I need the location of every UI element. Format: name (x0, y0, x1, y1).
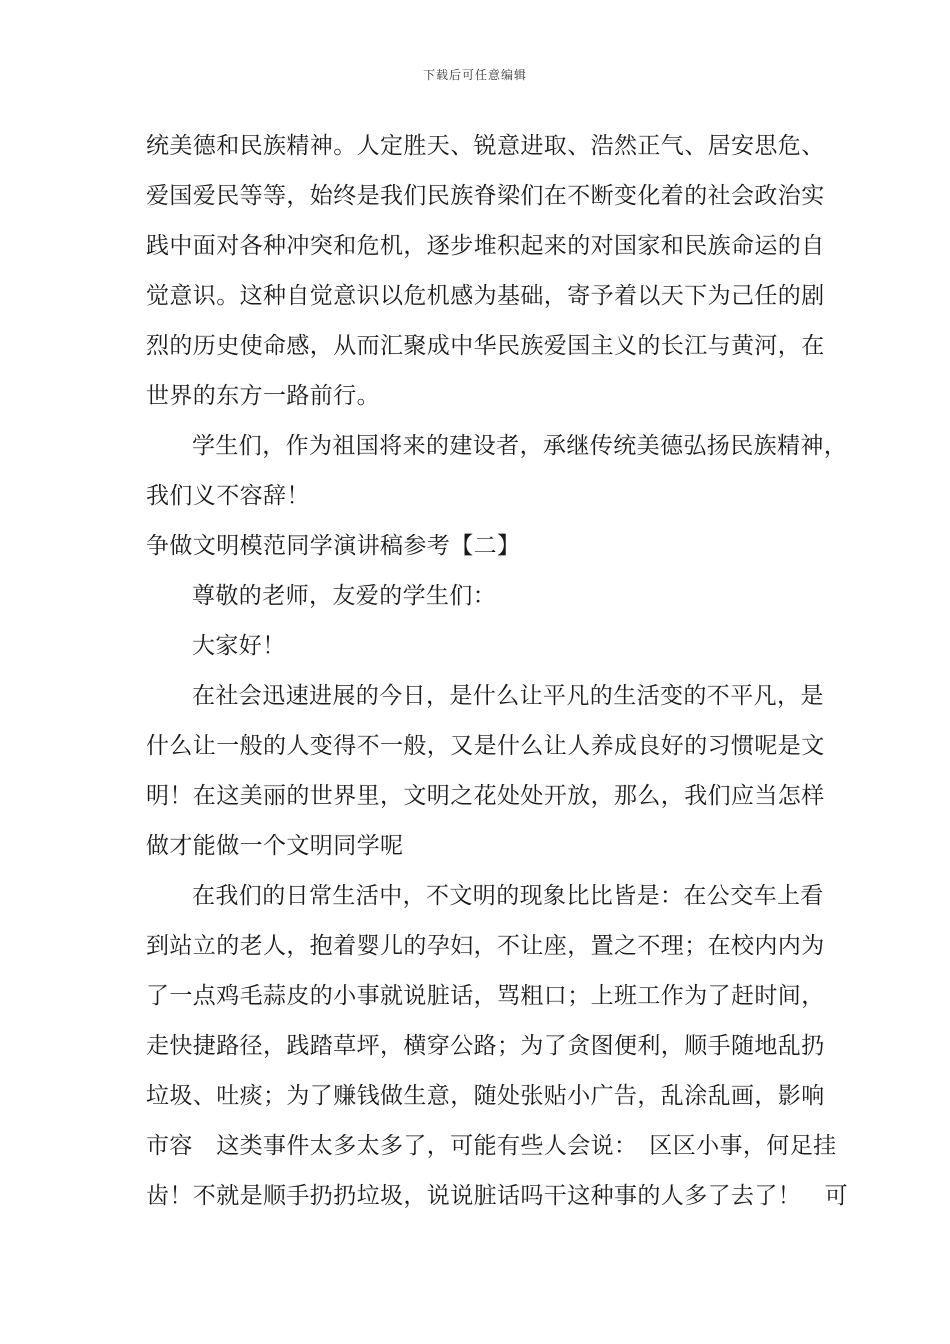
text-line: 我们义不容辞！ (146, 483, 310, 509)
text-line: 什么让一般的人变得不一般，又是什么让人养成良好的习惯呢是文 (146, 733, 825, 759)
greeting: 大家好！ (192, 633, 286, 659)
text-line: 践中面对各种冲突和危机，逐步堆积起来的对国家和民族命运的自 (146, 233, 825, 259)
text-line: 走快捷路径，践踏草坪，横穿公路；为了贪图便利，顺手随地乱扔 (146, 1033, 825, 1059)
text-line: 到站立的老人，抱着婴儿的孕妇，不让座，置之不理；在校内内为 (146, 933, 825, 959)
text-line: 做才能做一个文明同学呢 (146, 833, 404, 859)
paragraph-start: 学生们，作为祖国将来的建设者，承继传统美德弘扬民族精神， (192, 433, 848, 459)
text-line: 统美德和民族精神。人定胜天、锐意进取、浩然正气、居安思危、 (146, 133, 825, 159)
paragraph-start: 在社会迅速进展的今日，是什么让平凡的生活变的不平凡，是 (192, 683, 824, 709)
paragraph-start: 在我们的日常生活中，不文明的现象比比皆是：在公交车上看 (192, 883, 824, 909)
text-line: 爱国爱民等等，始终是我们民族脊梁们在不断变化着的社会政治实 (146, 183, 825, 209)
text-line: 烈的历史使命感，从而汇聚成中华民族爱国主义的长江与黄河，在 (146, 333, 825, 359)
text-line: 明！在这美丽的世界里，文明之花处处开放，那么，我们应当怎样 (146, 783, 825, 809)
salutation: 尊敬的老师，友爱的学生们： (192, 583, 497, 609)
text-line: 觉意识。这种自觉意识以危机感为基础，寄予着以天下为己任的剧 (146, 283, 825, 309)
section-title: 争做文明模范同学演讲稿参考【二】 (146, 533, 521, 559)
text-line: 垃圾、吐痰；为了赚钱做生意，随处张贴小广告，乱涂乱画，影响 (146, 1083, 825, 1109)
text-line: 了一点鸡毛蒜皮的小事就说脏话，骂粗口；上班工作为了赶时间， (146, 983, 825, 1009)
page-header: 下载后可任意编辑 (422, 68, 527, 82)
text-line: 市容 这类事件太多太多了，可能有些人会说： 区区小事，何足挂 (146, 1133, 837, 1159)
document-body (146, 128, 848, 1228)
text-line: 世界的东方一路前行。 (146, 383, 380, 409)
text-line: 齿！不就是顺手扔扔垃圾，说说脏话吗干这种事的人多了去了！ 可 (146, 1183, 848, 1209)
